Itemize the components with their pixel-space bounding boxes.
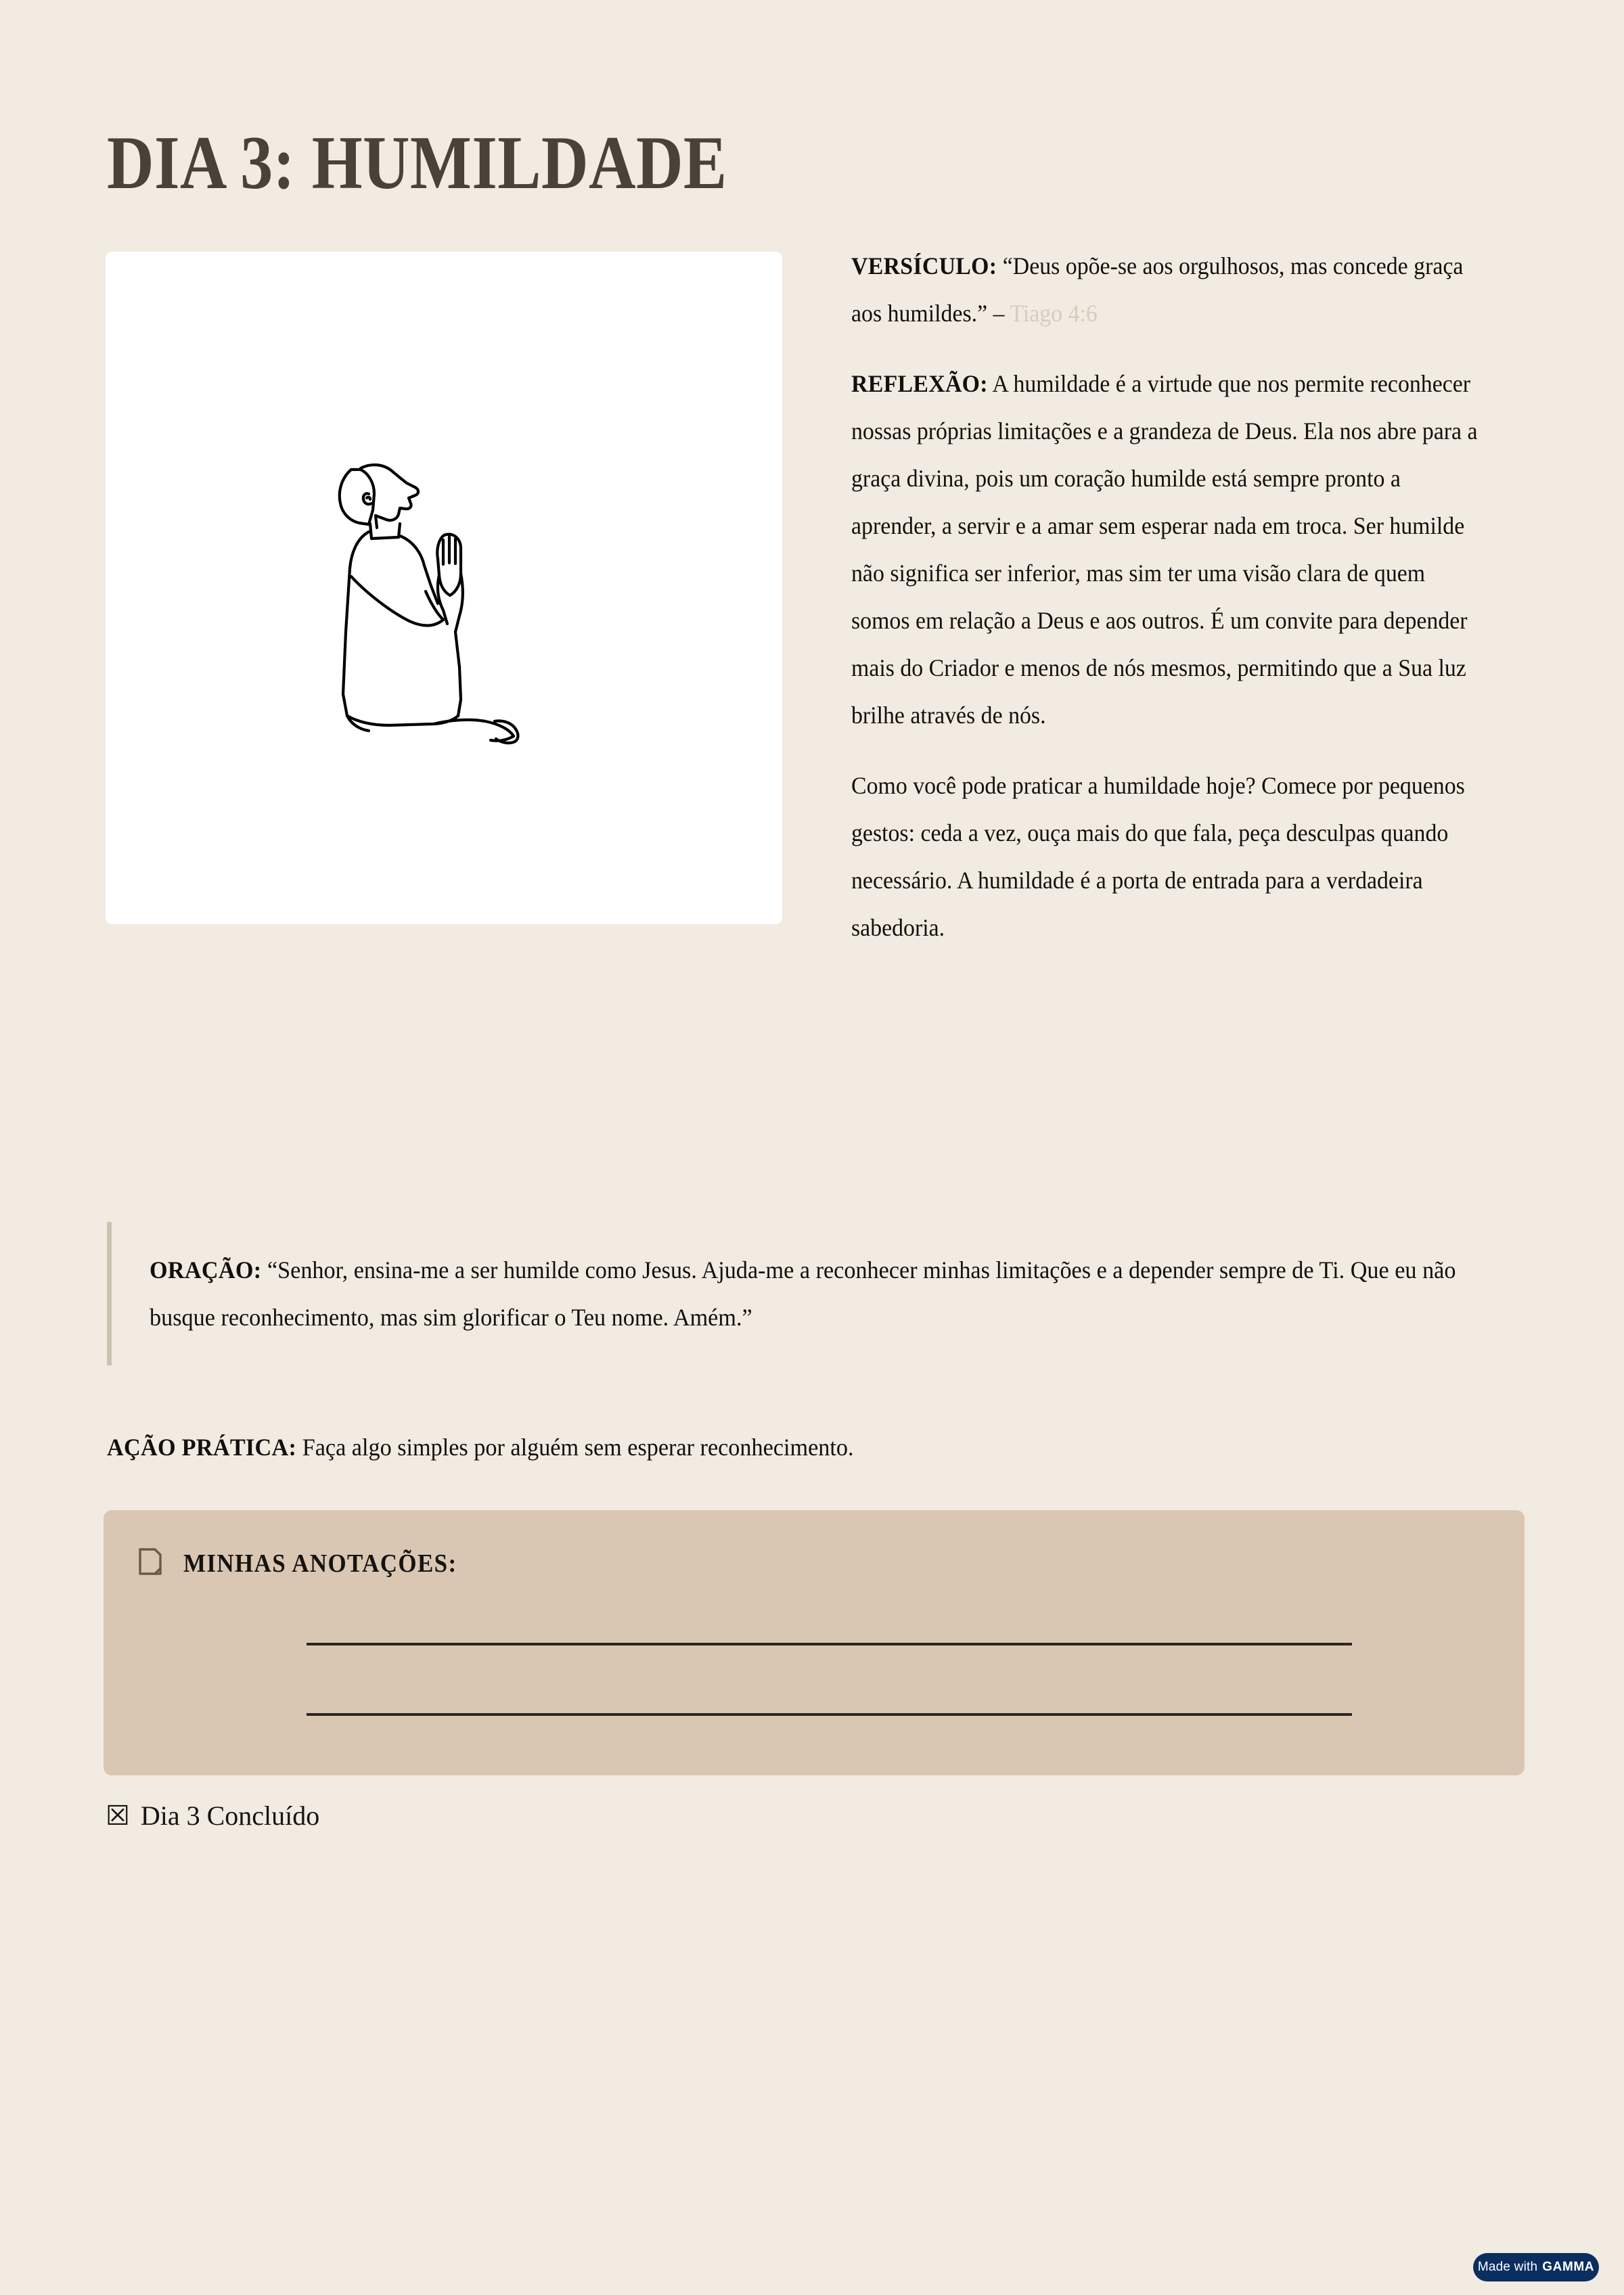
page-title: DIA 3: HUMILDADE <box>107 121 727 206</box>
checkbox-icon[interactable]: ☒ <box>106 1800 130 1831</box>
prayer-label: ORAÇÃO: <box>150 1256 262 1283</box>
notes-write-line[interactable] <box>307 1643 1352 1645</box>
verse-label: VERSÍCULO: <box>851 252 997 279</box>
devotional-text-column <box>851 242 1528 951</box>
note-page-icon <box>137 1547 163 1580</box>
action-text: Faça algo simples por alguém sem esperar reconhecimento. <box>296 1434 854 1461</box>
reflection-label: REFLEXÃO: <box>851 370 988 397</box>
verse-text: “Deus opõe-se aos orgulhosos, mas concede graça aos humildes.” – <box>851 252 1464 327</box>
practice-question-paragraph: Como você pode praticar a humildade hoje? Comece por pequenos gestos: ceda a vez, ouça mais do que fala, peça desculpas quando necessário. A humildade é a porta de entrada para a verdadeira sabedoria. <box>851 772 1465 941</box>
reflection-text: A humildade é a virtude que nos permite reconhecer nossas próprias limitações e a grandeza de Deus. Ela nos abre para a graça divina, pois um coração humilde está sempre pronto a aprender, a servir e a amar sem esperar nada em troca. Ser humilde não significa ser inferior, mas sim ter uma visão clara de quem somos em relação a Deus e aos outros. É um convite para depender mais do Criador e menos de nós mesmos, permitindo que a Sua luz brilhe através de nós. <box>851 370 1478 729</box>
badge-made-with-text: Made with <box>1477 2260 1538 2274</box>
prayer-block <box>107 1222 1528 1365</box>
notes-header <box>137 1547 481 1580</box>
badge-brand-text: GAMMA <box>1542 2260 1595 2274</box>
day-completed-checkbox[interactable] <box>106 1800 319 1832</box>
reflection-paragraph <box>851 360 1487 739</box>
praying-person-illustration <box>298 429 589 747</box>
verse-paragraph <box>851 242 1487 337</box>
prayer-paragraph <box>150 1246 1459 1341</box>
day-completed-label: Dia 3 Concluído <box>140 1800 320 1831</box>
notes-write-line[interactable] <box>307 1713 1352 1716</box>
notes-box <box>104 1510 1525 1775</box>
practical-action-line <box>107 1426 1457 1468</box>
made-with-gamma-badge[interactable] <box>1473 2253 1599 2281</box>
action-label: AÇÃO PRÁTICA: <box>107 1434 297 1461</box>
prayer-text: “Senhor, ensina-me a ser humilde como Jesus. Ajuda-me a reconhecer minhas limitações e a depender sempre de Ti. Que eu não busque reconhecimento, mas sim glorificar o Teu nome. Amém.” <box>150 1256 1456 1331</box>
notes-title: MINHAS ANOTAÇÕES: <box>183 1549 457 1578</box>
illustration-panel <box>106 252 782 924</box>
verse-reference: Tiago 4:6 <box>1010 300 1098 327</box>
